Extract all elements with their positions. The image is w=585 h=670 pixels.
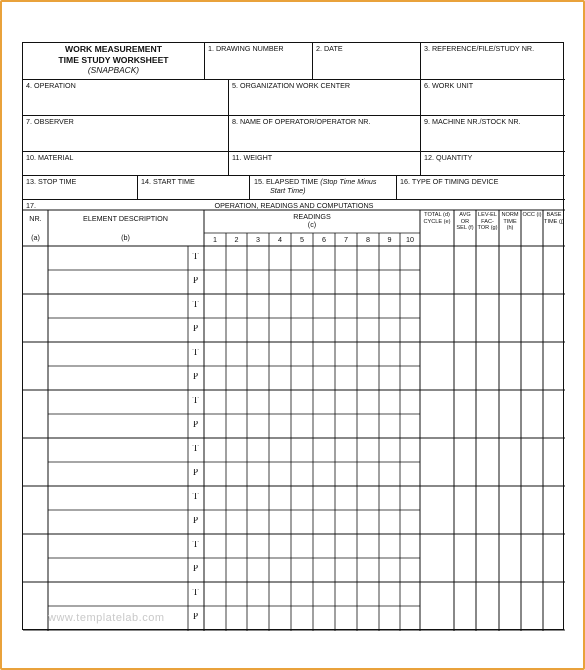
time-marker: T — [192, 253, 199, 262]
title-line-1: WORK MEASUREMENT — [65, 44, 162, 54]
column-readings-sub: (c) — [307, 220, 317, 229]
quantity-label: 12. QUANTITY — [424, 153, 473, 162]
reading-number-7: 7 — [344, 235, 348, 244]
time-marker: T — [192, 589, 199, 598]
time-marker: T — [192, 493, 199, 502]
material-label: 10. MATERIAL — [26, 153, 74, 162]
reading-number-9: 9 — [387, 235, 392, 244]
organization-label: 5. ORGANIZATION WORK CENTER — [232, 81, 351, 90]
performance-marker: P — [192, 325, 199, 334]
elapsed-time-note-2: Start Time) — [270, 186, 306, 195]
reading-number-6: 6 — [322, 235, 326, 244]
watermark: www.templatelab.com — [48, 612, 165, 624]
time-marker: T — [192, 541, 199, 550]
weight-label: 11. WEIGHT — [232, 153, 273, 162]
operator-label: 8. NAME OF OPERATOR/OPERATOR NR. — [232, 117, 371, 126]
reading-number-2: 2 — [234, 235, 239, 244]
reading-number-5: 5 — [300, 235, 304, 244]
operation-label: 4. OPERATION — [26, 81, 76, 90]
column-avg-sel-header: AVG OR SEL (f) — [456, 212, 474, 231]
section-17-title: OPERATION, READINGS AND COMPUTATIONS — [214, 201, 374, 210]
column-nr-label: NR. — [29, 214, 42, 223]
section-17-number: 17. — [26, 201, 36, 210]
timing-device-label: 16. TYPE OF TIMING DEVICE — [400, 177, 499, 186]
title-line-2: TIME STUDY WORKSHEET — [58, 54, 169, 65]
observer-label: 7. OBSERVER — [26, 117, 74, 126]
column-base-time-header: BASE TIME (j) — [544, 212, 564, 225]
column-norm-time-header: NORM TIME (h) — [501, 212, 519, 231]
column-nr-sub: (a) — [31, 233, 40, 242]
time-marker: T — [192, 397, 199, 406]
reading-number-10: 10 — [406, 235, 414, 244]
machine-label: 9. MACHINE NR./STOCK NR. — [424, 117, 521, 126]
reference-label: 3. REFERENCE/FILE/STUDY NR. — [424, 44, 535, 53]
performance-marker: P — [192, 517, 199, 526]
elapsed-time-label: 15. ELAPSED TIME — [254, 177, 319, 186]
drawing-number-label: 1. DRAWING NUMBER — [208, 44, 284, 53]
time-marker: T — [192, 301, 199, 310]
table-grid-lines — [23, 43, 565, 631]
time-study-worksheet — [22, 42, 564, 630]
column-total-cycle-header: TOTAL (d) CYCLE (e) — [423, 212, 451, 225]
reading-number-1: 1 — [213, 235, 217, 244]
column-element-sub: (b) — [121, 233, 130, 242]
title-line-3: (SNAPBACK) — [87, 65, 140, 75]
performance-marker: P — [192, 421, 199, 430]
time-marker: T — [192, 349, 199, 358]
reading-number-8: 8 — [366, 235, 370, 244]
reading-number-4: 4 — [278, 235, 282, 244]
performance-marker: P — [192, 277, 199, 286]
reading-number-3: 3 — [256, 235, 260, 244]
performance-marker: P — [192, 469, 199, 478]
performance-marker: P — [192, 565, 199, 574]
date-label: 2. DATE — [316, 44, 343, 53]
work-unit-label: 6. WORK UNIT — [424, 81, 474, 90]
elapsed-time-note: (Stop Time Minus — [320, 177, 377, 186]
stop-time-label: 13. STOP TIME — [26, 177, 77, 186]
performance-marker: P — [192, 373, 199, 382]
column-readings-label: READINGS — [293, 212, 331, 221]
start-time-label: 14. START TIME — [141, 177, 195, 186]
column-occ-header: OCC (i) — [522, 212, 542, 218]
performance-marker: P — [192, 613, 199, 622]
time-marker: T — [192, 445, 199, 454]
column-level-factor-header: LEV-EL FAC-TOR (g) — [477, 212, 498, 231]
column-element-label: ELEMENT DESCRIPTION — [83, 214, 168, 223]
